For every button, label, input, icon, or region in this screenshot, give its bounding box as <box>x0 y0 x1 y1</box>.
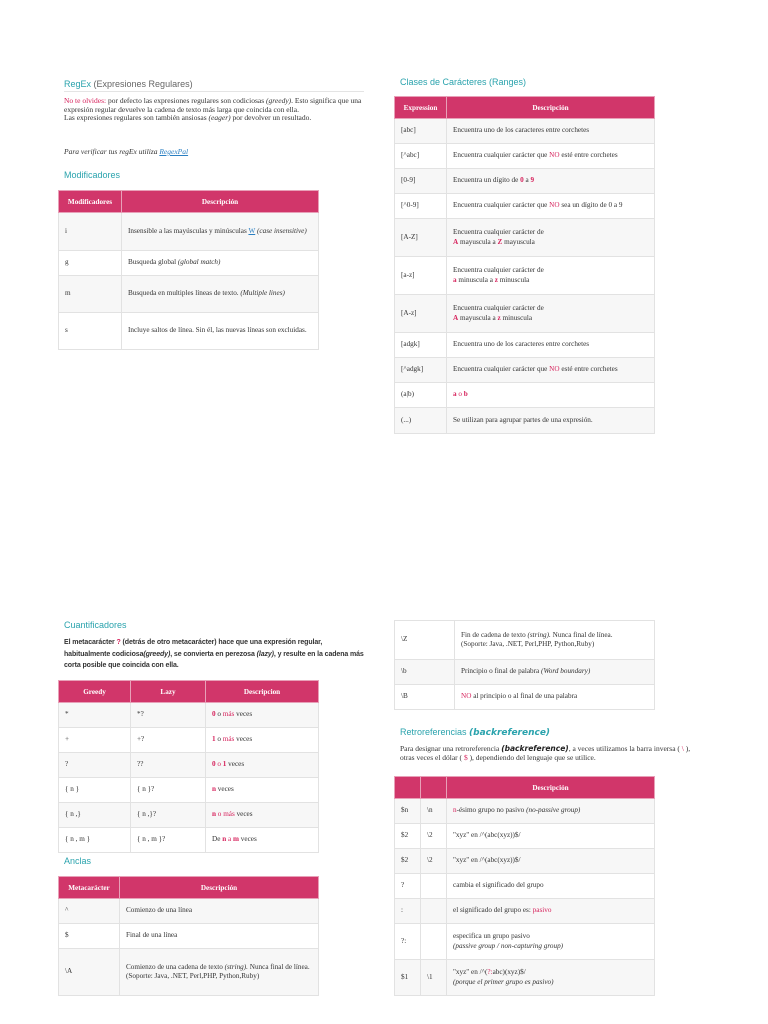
table-row <box>395 194 655 219</box>
cell-desc <box>120 949 319 996</box>
table-row <box>395 660 655 685</box>
desc-red: A <box>453 237 459 246</box>
cuantificadores-title: Cuantificadores <box>64 620 127 630</box>
desc-text: Insensible a las mayúsculas y minúsculas <box>128 226 249 235</box>
desc-italic: (case insensitive) <box>255 226 307 235</box>
col-header: Expression <box>395 97 447 119</box>
desc-text: o <box>215 735 223 744</box>
desc-red: 0 <box>212 760 216 769</box>
col-header: Metacarácter <box>59 877 120 899</box>
cell-desc <box>206 828 319 853</box>
cell-desc <box>447 960 655 996</box>
cell-lazy: { n ,}? <box>131 803 206 828</box>
table-row <box>59 899 319 924</box>
cell-desc <box>447 799 655 824</box>
table-row <box>395 383 655 408</box>
cell-desc: Incluye saltos de línea. Sin él, las nuevas líneas son excluidas. <box>122 313 319 350</box>
cell-greedy: { n } <box>59 778 131 803</box>
cell-dollar: ? <box>395 874 421 899</box>
verify-line <box>64 148 188 157</box>
cell-desc <box>206 778 319 803</box>
cell-lazy: { n , m }? <box>131 828 206 853</box>
desc-text: Principio o final de palabra <box>461 667 542 676</box>
cell-dollar: $1 <box>395 960 421 996</box>
desc-italic: (Multiple lines) <box>240 289 285 298</box>
wiki-link[interactable]: W <box>248 226 256 235</box>
cell-lazy: { n }? <box>131 778 206 803</box>
desc-text: veces <box>234 735 253 744</box>
cell-dollar: $2 <box>395 824 421 849</box>
desc-text: abc)(xyz)$/ <box>492 968 526 976</box>
para-text: , a veces utilizamos la barra inversa ( <box>568 744 682 753</box>
col-header: Descripción <box>447 777 655 799</box>
para-text: , se convierta en perezosa <box>170 650 257 658</box>
desc-support: (Soporte: Java, .NET, Perl,PHP, Python,Ruby) <box>461 640 595 648</box>
desc-text: minuscula <box>500 313 533 322</box>
cell-key: [^0-9] <box>395 194 447 219</box>
desc-text: Busqueda global <box>128 258 178 267</box>
regex-title <box>64 79 193 89</box>
table-row <box>395 169 655 194</box>
para-text: ), otras veces el dólar ( <box>400 744 691 762</box>
desc-text: Encuentra un dígito de <box>453 176 521 185</box>
desc-red: m <box>232 835 239 844</box>
table-row <box>395 358 655 383</box>
cell-key: i <box>59 213 122 251</box>
desc-italic: (string). <box>527 630 551 639</box>
anclas-continued-table <box>394 620 655 710</box>
regexpal-link[interactable]: RegexPal <box>159 147 189 156</box>
divider <box>64 91 364 92</box>
desc-red: A <box>453 313 459 322</box>
table-row <box>59 313 319 350</box>
cell-desc <box>122 276 319 313</box>
cell-greedy: { n , m } <box>59 828 131 853</box>
desc-red: 0 <box>212 710 216 719</box>
desc-red: Z <box>497 237 503 246</box>
cell-key: (...) <box>395 408 447 434</box>
cell-desc: Encuentra uno de los caracteres entre corchetes <box>447 333 655 358</box>
cell-key: \B <box>395 685 455 710</box>
cell-backslash <box>421 899 447 924</box>
cell-backslash: \1 <box>421 960 447 996</box>
desc-red: b <box>463 390 468 399</box>
cell-key: [0-9] <box>395 169 447 194</box>
desc-red: NO <box>549 365 560 374</box>
cell-desc <box>206 753 319 778</box>
cell-backslash: \n <box>421 799 447 824</box>
table-row <box>59 803 319 828</box>
note-greedy: (greedy) <box>266 96 292 105</box>
regex-title-main: RegEx <box>64 79 92 89</box>
desc-italic: (passive group / non-capturing group) <box>453 941 564 950</box>
table-row <box>395 219 655 257</box>
desc-text: veces <box>216 785 234 794</box>
desc-red: NO <box>461 692 472 701</box>
desc-red: n <box>453 806 457 815</box>
col-header: Descripción <box>120 877 319 899</box>
desc-text: a <box>523 176 531 185</box>
desc-italic: (string). <box>224 962 248 971</box>
desc-red: 9 <box>530 176 535 185</box>
para-text: , y resulte en la cadena más corta posible que coincida con ella. <box>64 650 364 670</box>
table-row <box>395 799 655 824</box>
cell-key: \b <box>395 660 455 685</box>
table-row <box>395 144 655 169</box>
desc-red: ?: <box>487 968 493 976</box>
desc-text: -ésimo grupo no pasivo <box>456 806 527 815</box>
table-row <box>395 333 655 358</box>
cell-lazy: ?? <box>131 753 206 778</box>
cell-desc <box>455 685 655 710</box>
table-row <box>59 728 319 753</box>
table-row <box>59 251 319 276</box>
para-italic: (greedy) <box>143 650 171 658</box>
para-text: ), dependiendo del lenguaje que se utilice. <box>467 752 596 762</box>
cell-desc <box>122 213 319 251</box>
note-text-2: . Esto significa que una expresión regular devuelve la cadena de texto más larga que coincida con ella. <box>64 96 362 114</box>
para-text: (detrás de otro metacarácter) hace que una expresión regular, habitualmente codiciosa <box>64 639 323 658</box>
cell-key: \Z <box>395 621 455 660</box>
cell-key: [A-Z] <box>395 219 447 257</box>
desc-italic: (no-passive group) <box>526 806 581 815</box>
cell-greedy: { n ,} <box>59 803 131 828</box>
col-header: Modificadores <box>59 191 122 213</box>
cuantificadores-table <box>58 680 319 853</box>
cell-backslash <box>421 924 447 960</box>
cell-key: \A <box>59 949 120 996</box>
desc-italic: (porque el primer grupo es pasivo) <box>453 977 554 986</box>
para-text: El metacarácter <box>64 639 117 646</box>
cell-dollar: : <box>395 899 421 924</box>
desc-italic: (Word boundary) <box>541 667 591 676</box>
table-row <box>395 849 655 874</box>
desc-red: pasivo <box>532 906 552 915</box>
retro-table <box>394 776 655 996</box>
desc-italic: (global match) <box>177 258 221 267</box>
cell-key: $ <box>59 924 120 949</box>
cell-key: [^abc] <box>395 144 447 169</box>
retro-title-italic: (backreference) <box>469 728 551 738</box>
desc-red: más <box>223 810 235 819</box>
desc-red: o <box>215 760 223 769</box>
desc-text: Encuentra cualquier carácter que <box>453 365 550 374</box>
desc-text: mayuscula a <box>458 237 498 246</box>
note-line2: Las expresiones regulares son también ansiosas <box>64 113 209 123</box>
desc-red: NO <box>549 201 560 210</box>
retro-title-main: Retroreferencias <box>400 727 470 737</box>
desc-text: Encuentra cualquier carácter que <box>453 151 550 160</box>
col-header-empty <box>421 777 447 799</box>
desc-red: n <box>212 785 216 794</box>
desc-text: el significado del grupo es: <box>453 906 533 915</box>
desc-red: a <box>453 390 457 399</box>
cell-key: ^ <box>59 899 120 924</box>
desc-text: veces <box>226 760 245 769</box>
desc-text: mayuscula <box>502 237 535 246</box>
col-header: Descripción <box>122 191 319 213</box>
desc-text: veces <box>234 810 253 819</box>
cell-greedy: * <box>59 703 131 728</box>
table-row <box>395 874 655 899</box>
clases-title: Clases de Carácteres (Ranges) <box>400 77 527 87</box>
desc-text: minuscula a <box>456 275 495 284</box>
cell-desc <box>447 257 655 295</box>
desc-text: "xyz" en /^( <box>453 968 488 976</box>
table-row <box>395 257 655 295</box>
cell-desc <box>206 803 319 828</box>
desc-text: minuscula <box>497 275 530 284</box>
cell-desc: "xyz" en /^(abc(xyz))$/ <box>447 849 655 874</box>
desc-red: a <box>453 275 457 284</box>
cell-desc <box>455 621 655 660</box>
verify-text: Para verificar tus regEx utiliza <box>64 147 160 156</box>
desc-text: Fin de cadena de texto <box>461 630 528 639</box>
cell-lazy: *? <box>131 703 206 728</box>
desc-text: veces <box>234 710 253 719</box>
table-row <box>59 213 319 251</box>
cell-key: [abc] <box>395 119 447 144</box>
cell-desc: Comienzo de una línea <box>120 899 319 924</box>
para-italic: (backreference) <box>501 744 569 753</box>
col-header: Descripcion <box>206 681 319 703</box>
cell-desc <box>447 899 655 924</box>
desc-text: veces <box>238 835 257 844</box>
desc-text: Encuentra cualquier carácter de <box>453 304 544 312</box>
desc-text: sea un dígito de 0 a 9 <box>559 201 623 210</box>
desc-text: mayuscula a <box>458 313 498 322</box>
desc-red: más <box>222 735 235 744</box>
cell-key: s <box>59 313 122 350</box>
desc-red: más <box>222 710 235 719</box>
desc-text: o <box>215 710 223 719</box>
cell-desc <box>447 219 655 257</box>
note-line2-end: por devolver un resultado. <box>230 113 312 123</box>
desc-red: n <box>212 810 216 819</box>
desc-text: esté entre corchetes <box>559 365 618 374</box>
cell-lazy: +? <box>131 728 206 753</box>
desc-red: 1 <box>212 735 216 744</box>
regex-note <box>64 97 370 123</box>
desc-text: De <box>212 835 223 844</box>
para-red: $ <box>463 752 468 762</box>
desc-red: o <box>456 390 464 399</box>
desc-red: o <box>216 810 224 819</box>
para-italic: (lazy) <box>256 650 274 658</box>
cell-desc <box>447 194 655 219</box>
cell-desc <box>447 383 655 408</box>
desc-text: Comienzo de una cadena de texto <box>126 962 225 971</box>
para-red: ? <box>116 639 121 646</box>
desc-text: Nunca final de línea. <box>247 962 310 971</box>
desc-text: al principio o al final de una palabra <box>471 692 578 701</box>
para-text: Para designar una retroreferencia <box>400 744 502 753</box>
col-header: Descripción <box>447 97 655 119</box>
cell-desc <box>447 144 655 169</box>
desc-text: Encuentra cualquier carácter que <box>453 201 550 210</box>
cell-desc <box>455 660 655 685</box>
desc-text: especifica un grupo pasivo <box>453 932 530 940</box>
modificadores-title: Modificadores <box>64 170 121 180</box>
cell-desc: Encuentra uno de los caracteres entre corchetes <box>447 119 655 144</box>
table-row <box>395 621 655 660</box>
desc-text: Encuentra cualquier carácter de <box>453 228 544 236</box>
table-row <box>59 778 319 803</box>
cell-key: [a-z] <box>395 257 447 295</box>
desc-red: NO <box>549 151 560 160</box>
table-row <box>395 824 655 849</box>
desc-red: 0 <box>520 176 524 185</box>
desc-text: esté entre corchetes <box>559 151 618 160</box>
col-header: Greedy <box>59 681 131 703</box>
retro-paragraph <box>400 745 700 762</box>
cell-key: [adgk] <box>395 333 447 358</box>
anclas-title: Anclas <box>64 856 92 866</box>
cell-desc: "xyz" en /^(abc(xyz))$/ <box>447 824 655 849</box>
cell-desc: Final de una línea <box>120 924 319 949</box>
cuantificadores-paragraph <box>64 637 369 672</box>
cell-desc: Se utilizan para agrupar partes de una expresión. <box>447 408 655 434</box>
note-eager: (eager) <box>208 113 231 123</box>
cell-desc <box>447 295 655 333</box>
table-row <box>59 753 319 778</box>
desc-text: Nunca final de línea. <box>550 630 613 639</box>
table-row <box>59 924 319 949</box>
clases-table <box>394 96 655 434</box>
cell-key: m <box>59 276 122 313</box>
cell-dollar: $n <box>395 799 421 824</box>
cell-desc <box>122 251 319 276</box>
table-row <box>395 408 655 434</box>
cell-desc <box>447 358 655 383</box>
cell-key: g <box>59 251 122 276</box>
table-row <box>395 685 655 710</box>
desc-support: (Soporte: Java, .NET, Perl,PHP, Python,Ruby) <box>126 972 260 980</box>
cell-desc <box>206 728 319 753</box>
cell-desc <box>447 169 655 194</box>
table-row <box>395 960 655 996</box>
table-row <box>59 949 319 996</box>
cell-backslash: \2 <box>421 824 447 849</box>
note-text: por defecto las expresiones regulares son codiciosas <box>106 96 267 105</box>
table-row <box>395 924 655 960</box>
desc-red: z <box>497 313 501 322</box>
desc-red: n <box>222 835 227 844</box>
desc-red: 1 <box>222 760 227 769</box>
note-label: No te olvides: <box>64 96 107 105</box>
desc-red: a <box>226 835 233 844</box>
retro-title <box>400 727 550 738</box>
cell-dollar: ?: <box>395 924 421 960</box>
anclas-table <box>58 876 319 996</box>
cell-key: [^adgk] <box>395 358 447 383</box>
table-row <box>59 828 319 853</box>
col-header: Lazy <box>131 681 206 703</box>
cell-desc <box>206 703 319 728</box>
cell-key: (a|b) <box>395 383 447 408</box>
modificadores-table <box>58 190 319 350</box>
table-row <box>395 295 655 333</box>
cell-backslash: \2 <box>421 849 447 874</box>
cell-dollar: $2 <box>395 849 421 874</box>
table-row <box>395 119 655 144</box>
cell-desc <box>447 924 655 960</box>
cell-key: [A-z] <box>395 295 447 333</box>
desc-red: z <box>494 275 498 284</box>
table-row <box>395 899 655 924</box>
table-row <box>59 703 319 728</box>
cell-backslash <box>421 874 447 899</box>
para-red: \ <box>681 744 684 753</box>
regex-subtitle: (Expresiones Regulares) <box>93 79 193 89</box>
col-header-empty <box>395 777 421 799</box>
cell-greedy: + <box>59 728 131 753</box>
cell-desc: cambia el significado del grupo <box>447 874 655 899</box>
desc-text: Encuentra cualquier carácter de <box>453 266 544 274</box>
cell-greedy: ? <box>59 753 131 778</box>
desc-text: Busqueda en multiples líneas de texto. <box>128 289 241 298</box>
table-row <box>59 276 319 313</box>
